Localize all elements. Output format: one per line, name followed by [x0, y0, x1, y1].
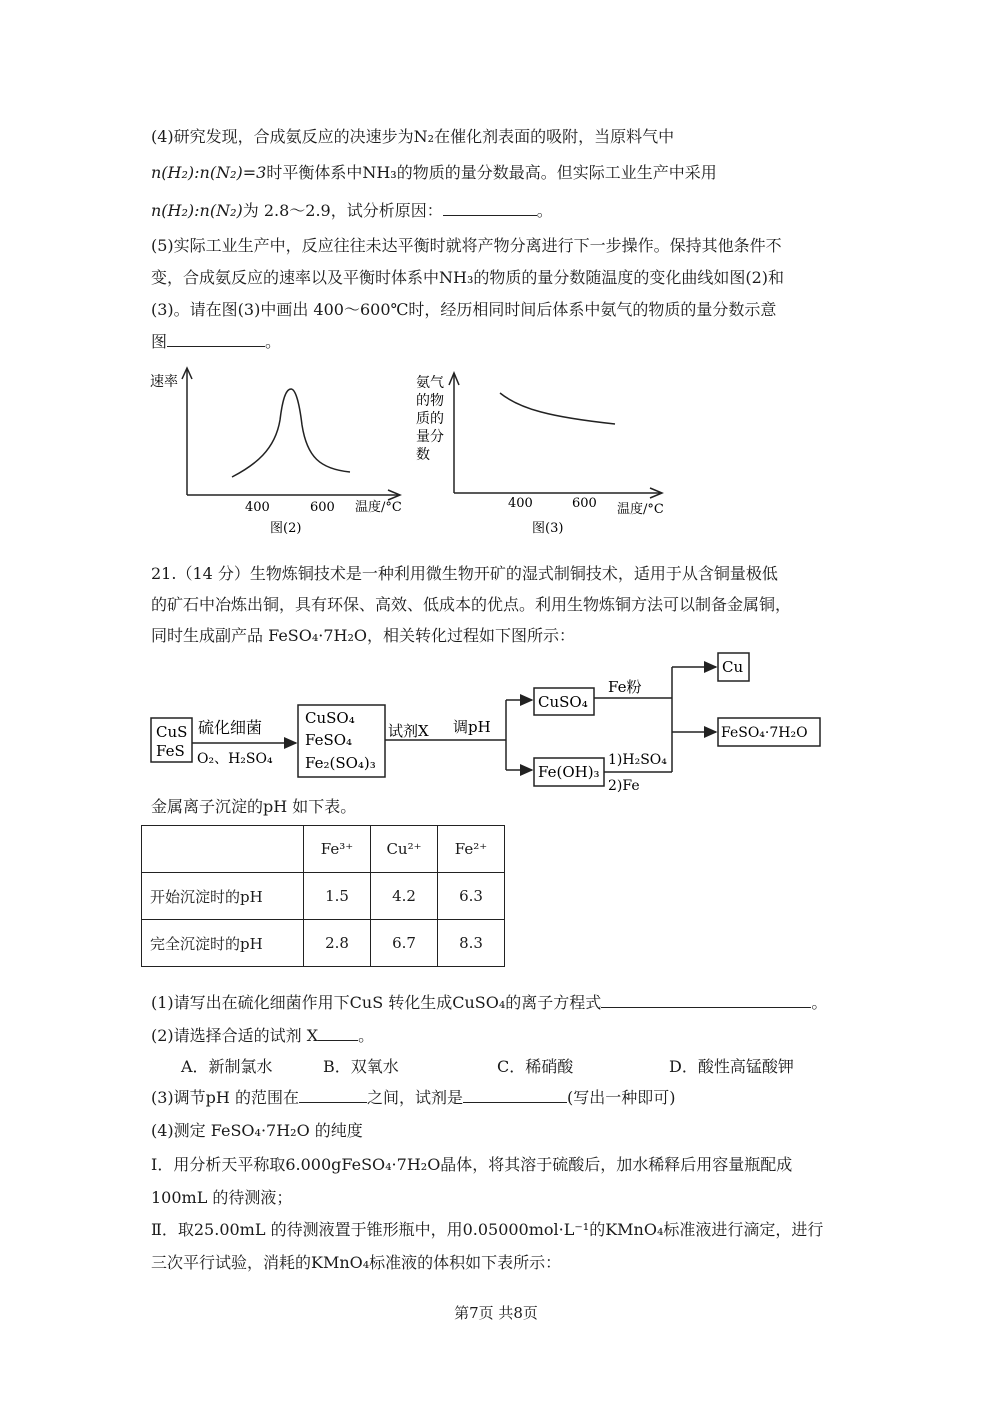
q21-line-2: 的矿石中冶炼出铜，具有环保、高效、低成本的优点。利用生物炼铜方法可以制备金属铜，: [151, 595, 792, 614]
precipitation-ph-table: [141, 825, 505, 967]
y-axis-label-line: 量分: [416, 429, 444, 445]
ore-fes-label: FeS: [156, 742, 185, 760]
answer-blank[interactable]: [299, 1088, 367, 1103]
ratio-expression: n(H₂):n(N₂)=3: [151, 163, 267, 182]
table-header-cell: Cu²⁺: [371, 826, 438, 873]
cu-label: Cu: [722, 658, 744, 676]
answer-blank[interactable]: [443, 201, 537, 216]
leachate-fe2so43: Fe₂(SO₄)₃: [305, 754, 376, 772]
y-axis-label-line: 氨气: [416, 375, 444, 391]
period: 。: [811, 993, 828, 1012]
table-header-cell: [142, 826, 304, 873]
leachate-cuso4: CuSO₄: [305, 709, 355, 727]
answer-blank[interactable]: [167, 332, 265, 347]
q4-line-1: (4)研究发现，合成氨反应的决速步为N₂在催化剂表面的吸附，当原料气中: [151, 127, 675, 146]
period: 。: [265, 332, 282, 351]
x-tick-label: 400: [508, 496, 533, 511]
step-2-line-2: 三次平行试验，消耗的KMnO₄标准液的体积如下表所示：: [151, 1253, 562, 1272]
step-1-line-1: I．用分析天平称取6.000gFeSO₄·7H₂O晶体，将其溶于硫酸后，加水稀释后用容量瓶配成: [151, 1155, 793, 1174]
q5-line-2: 变，合成氨反应的速率以及平衡时体系中NH₃的物质的量分数随温度的变化曲线如图(2)和: [151, 268, 785, 287]
adjust-ph-label: 调pH: [453, 718, 491, 736]
table-cell: 6.3: [438, 873, 505, 920]
step-2-line-1: Ⅱ．取25.00mL 的待测液置于锥形瓶中，用0.05000mol·L⁻¹的KMnO₄标准液进行滴定，进行: [151, 1220, 824, 1239]
step-2-label: 2)Fe: [608, 778, 640, 794]
q21-line-1: 21.（14 分）生物炼铜技术是一种利用微生物开矿的湿式制铜技术，适用于从含铜量极低: [151, 564, 778, 583]
figure-2-rate-vs-temperature: [140, 365, 420, 545]
sub-question-1-text: (1)请写出在硫化细菌作用下CuS 转化生成CuSO₄的离子方程式: [151, 993, 602, 1012]
rate-curve: [232, 389, 350, 477]
table-cell: 8.3: [438, 920, 505, 967]
page-footer: 第7页 共8页: [454, 1304, 538, 1322]
table-cell: 1.5: [304, 873, 371, 920]
process-flow-diagram: [140, 645, 840, 800]
x-tick-label: 400: [245, 500, 270, 515]
period: 。: [536, 201, 553, 220]
ratio-expression: n(H₂):n(N₂): [151, 201, 243, 220]
table-row: [142, 873, 505, 920]
feso4-7h2o-label: FeSO₄·7H₂O: [721, 725, 808, 741]
q4-line-2-text: 时平衡体系中NH₃的物质的量分数最高。但实际工业生产中采用: [266, 163, 717, 182]
ammonia-fraction-curve: [500, 393, 615, 424]
table-header-row: [142, 826, 505, 873]
q5-line-4-text: 图: [151, 332, 168, 351]
option-c[interactable]: C．稀硝酸: [497, 1057, 574, 1076]
sub-question-3-text: 之间，试剂是: [366, 1088, 463, 1107]
ore-cus-label: CuS: [156, 723, 188, 741]
bacteria-label: 硫化细菌: [198, 718, 263, 737]
sub-question-3-text: (写出一种即可): [566, 1088, 676, 1107]
sub-question-3: [151, 1085, 675, 1108]
sub-question-2-text: (2)请选择合适的试剂 X: [151, 1026, 319, 1045]
y-axis-label: 速率: [150, 374, 178, 390]
y-axis-label-line: 的物: [416, 393, 444, 409]
x-tick-label: 600: [572, 496, 597, 511]
table-cell: 2.8: [304, 920, 371, 967]
y-axis-label-line: 数: [416, 447, 430, 463]
x-axis-label: 温度/°C: [617, 502, 664, 517]
period: 。: [358, 1026, 375, 1045]
option-b[interactable]: B．双氧水: [323, 1057, 399, 1076]
answer-blank[interactable]: [463, 1088, 567, 1103]
table-header-cell: Fe³⁺: [304, 826, 371, 873]
q5-line-3: (3)。请在图(3)中画出 400～600℃时，经历相同时间后体系中氨气的物质的量分数示意: [151, 300, 777, 319]
figure-caption: 图(2): [270, 521, 302, 536]
cuso4-label: CuSO₄: [538, 693, 588, 711]
q21-line-3: 同时生成副产品 FeSO₄·7H₂O，相关转化过程如下图所示：: [151, 626, 576, 645]
reagents-label: O₂、H₂SO₄: [197, 751, 273, 767]
table-row: [142, 920, 505, 967]
sub-question-4: (4)测定 FeSO₄·7H₂O 的纯度: [151, 1121, 363, 1140]
step-1-line-2: 100mL 的待测液；: [151, 1188, 293, 1207]
figure-3-ammonia-fraction-vs-temperature: [410, 365, 680, 545]
table-header-cell: Fe²⁺: [438, 826, 505, 873]
answer-blank[interactable]: [318, 1026, 358, 1041]
feoh3-label: Fe(OH)₃: [538, 763, 600, 781]
fe-powder-label: Fe粉: [608, 678, 642, 696]
q4-line-2: [151, 160, 717, 183]
figure-caption: 图(3): [532, 521, 564, 536]
table-cell: 开始沉淀时的pH: [142, 873, 304, 920]
leachate-feso4: FeSO₄: [305, 731, 353, 749]
step-1-label: 1)H₂SO₄: [608, 752, 667, 768]
q5-line-4: [151, 329, 281, 352]
option-d[interactable]: D．酸性高锰酸钾: [669, 1057, 794, 1076]
reagent-x-label: 试剂X: [388, 722, 429, 740]
q5-line-1: (5)实际工业生产中，反应往往未达平衡时就将产物分离进行下一步操作。保持其他条件不: [151, 236, 782, 255]
sub-question-3-text: (3)调节pH 的范围在: [151, 1088, 299, 1107]
answer-blank[interactable]: [601, 993, 811, 1008]
x-tick-label: 600: [310, 500, 335, 515]
table-cell: 6.7: [371, 920, 438, 967]
option-a[interactable]: A．新制氯水: [181, 1057, 273, 1076]
sub-question-2: [151, 1023, 374, 1046]
q4-line-3-text: 为 2.8～2.9，试分析原因：: [242, 201, 443, 220]
table-intro: 金属离子沉淀的pH 如下表。: [151, 797, 357, 816]
x-axis-label: 温度/°C: [355, 500, 402, 515]
table-cell: 4.2: [371, 873, 438, 920]
sub-question-1: [151, 990, 827, 1013]
table-cell: 完全沉淀时的pH: [142, 920, 304, 967]
y-axis-label-line: 质的: [416, 411, 444, 427]
q4-line-3: [151, 198, 553, 221]
